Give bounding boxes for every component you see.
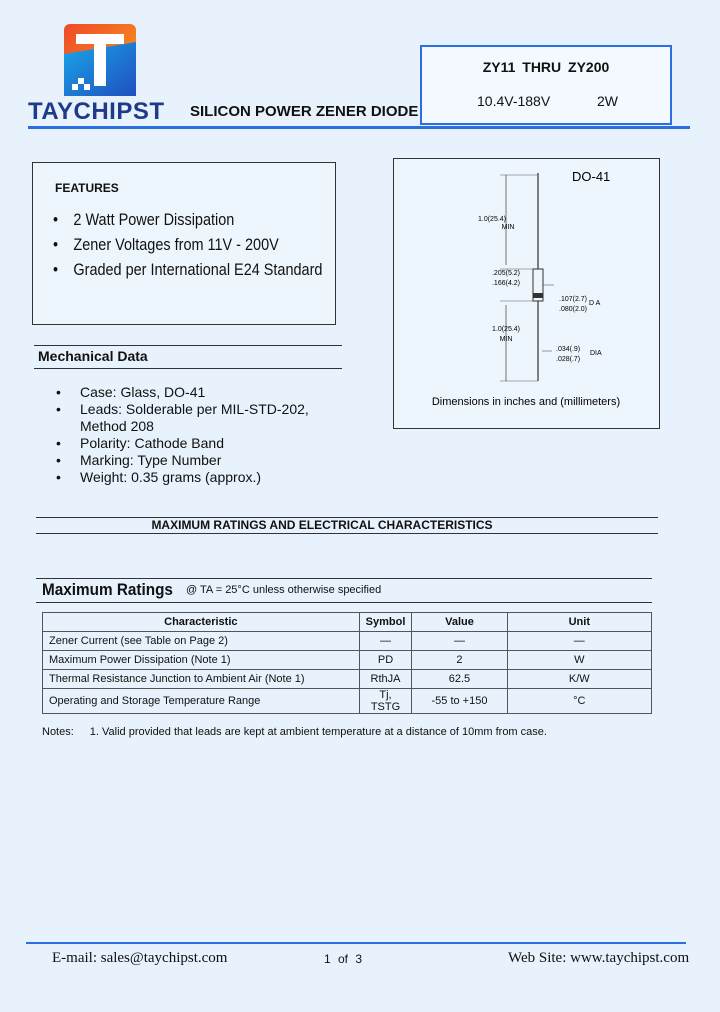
- unit-cell: °C: [507, 689, 651, 714]
- value-cell: 62.5: [412, 670, 507, 689]
- dim-lead-top-min: MIN: [501, 224, 515, 231]
- characteristic-cell: Thermal Resistance Junction to Ambient Air (Note 1): [43, 670, 360, 689]
- part-title-box: [420, 45, 672, 125]
- dim-body-dia-min: .080(2.0): [559, 306, 588, 313]
- characteristic-cell: Maximum Power Dissipation (Note 1): [43, 651, 360, 670]
- symbol-cell: RthJA: [359, 670, 412, 689]
- value-cell: -55 to +150: [412, 689, 507, 714]
- dim-lead-top: 1.0(25.4): [477, 216, 507, 223]
- ratings-divider-bottom: [36, 602, 652, 603]
- notes-label: Notes:: [42, 726, 74, 738]
- table-row: [43, 651, 652, 670]
- ratings-divider-top: [36, 578, 652, 579]
- dim-body: .205(5.2): [491, 270, 521, 277]
- features-list: [53, 207, 370, 282]
- column-header: Value: [412, 613, 507, 632]
- dim-body-dia: .107(2.7): [559, 296, 588, 303]
- section-divider-bottom: [36, 533, 658, 534]
- voltage-range: 10.4V-188V: [477, 93, 551, 109]
- page-number: 1 of 3: [324, 952, 363, 966]
- value-cell: 2: [412, 651, 507, 670]
- footer-email[interactable]: E-mail: sales@taychipst.com: [52, 950, 228, 966]
- table-row: [43, 689, 652, 714]
- power-rating: 2W: [597, 93, 618, 109]
- characteristic-cell: Operating and Storage Temperature Range: [43, 689, 360, 714]
- list-item: • Marking: Type Number: [56, 452, 222, 468]
- dim-wire-label: DIA: [590, 350, 602, 357]
- ratings-heading: Maximum Ratings: [42, 580, 173, 599]
- company-logo: [64, 24, 136, 96]
- mechanical-divider-bottom: [34, 368, 342, 369]
- bullet-icon: •: [56, 469, 61, 485]
- table-row: [43, 632, 652, 651]
- dim-body-min: .166(4.2): [491, 280, 521, 287]
- table-row: [43, 670, 652, 689]
- column-header: Unit: [507, 613, 651, 632]
- list-item: • Zener Voltages from 11V - 200V: [53, 232, 322, 257]
- unit-cell: K/W: [507, 670, 651, 689]
- value-cell: —: [412, 632, 507, 651]
- table-header-row: [43, 613, 652, 632]
- list-item: • 2 Watt Power Dissipation: [53, 207, 322, 232]
- list-item: • Case: Glass, DO-41: [56, 384, 206, 400]
- brand-name: TAYCHIPST: [28, 98, 165, 125]
- unit-cell: —: [507, 632, 651, 651]
- mechanical-divider-top: [34, 345, 342, 346]
- package-label: DO-41: [572, 169, 611, 184]
- bullet-icon: •: [56, 435, 61, 451]
- list-item: • Polarity: Cathode Band: [56, 435, 224, 451]
- dim-wire-dia: .034(.9): [556, 346, 581, 353]
- list-item: • Weight: 0.35 grams (approx.): [56, 469, 262, 485]
- bullet-icon: •: [56, 401, 61, 417]
- features-heading: FEATURES: [55, 181, 119, 195]
- mechanical-heading: Mechanical Data: [38, 348, 148, 364]
- symbol-cell: PD: [359, 651, 412, 670]
- column-header: Symbol: [359, 613, 412, 632]
- notes-text: 1. Valid provided that leads are kept at ambient temperature at a distance of 10mm from case.: [89, 726, 547, 738]
- document-subtitle: SILICON POWER ZENER DIODE: [190, 103, 419, 120]
- footer-website[interactable]: Web Site: www.taychipst.com: [508, 950, 690, 966]
- dim-wire-dia-min: .028(.7): [556, 356, 581, 363]
- part-range: ZY11 THRU ZY200: [482, 59, 610, 75]
- characteristic-cell: Zener Current (see Table on Page 2): [43, 632, 360, 651]
- list-item: • Leads: Solderable per MIL-STD-202, Method 208: [56, 401, 309, 434]
- bullet-icon: •: [53, 210, 59, 229]
- column-header: Characteristic: [43, 613, 360, 632]
- ratings-table: [42, 612, 652, 714]
- cathode-band: [533, 293, 543, 298]
- list-item: • Graded per International E24 Standard: [53, 257, 322, 282]
- footer-divider: [26, 942, 686, 944]
- section-title: MAXIMUM RATINGS AND ELECTRICAL CHARACTERISTICS: [151, 518, 493, 532]
- dim-lead-bottom-min: MIN: [499, 336, 513, 343]
- bullet-icon: •: [56, 384, 61, 400]
- ratings-condition: @ TA = 25°C unless otherwise specified: [186, 584, 382, 596]
- bullet-icon: •: [53, 235, 59, 254]
- dim-lead-bottom: 1.0(25.4): [491, 326, 521, 333]
- symbol-cell: —: [359, 632, 412, 651]
- bullet-icon: •: [56, 452, 61, 468]
- features-box: [32, 162, 336, 325]
- mechanical-list: [56, 384, 320, 486]
- package-diagram: [393, 158, 660, 429]
- notes: [42, 726, 547, 738]
- diagram-caption: Dimensions in inches and (millimeters): [431, 396, 621, 408]
- symbol-cell: Tj, TSTG: [359, 689, 412, 714]
- unit-cell: W: [507, 651, 651, 670]
- header-divider: [28, 126, 690, 129]
- bullet-icon: •: [53, 260, 59, 279]
- dim-dia-label: D A: [589, 300, 601, 307]
